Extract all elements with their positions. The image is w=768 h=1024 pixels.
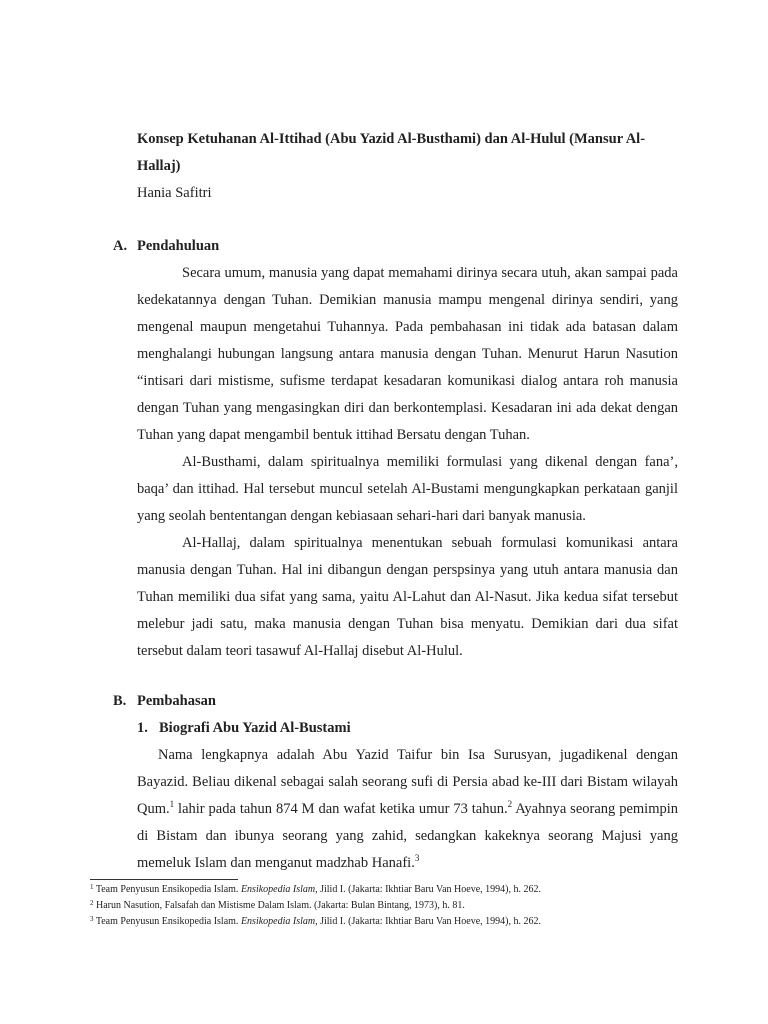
- biography-paragraph: [137, 742, 678, 877]
- footnote-1-text-post: , Jilid I. (Jakarta: Ikhtiar Baru Van Hoeve, 1994), h. 262.: [315, 884, 541, 895]
- biography-text-b: lahir pada tahun 874 M dan wafat ketika umur 73 tahun.: [174, 801, 508, 817]
- footnote-divider: [90, 879, 238, 880]
- footnote-2-text-pre: Harun Nasution, Falsafah dan Mistisme Dalam Islam. (Jakarta: Bulan Bintang, 1973), h. 81.: [93, 900, 465, 911]
- document-title: Konsep Ketuhanan Al-Ittihad (Abu Yazid Al-Busthami) dan Al-Hulul (Mansur Al-Hallaj): [137, 131, 646, 174]
- intro-paragraph-1: Secara umum, manusia yang dapat memahami dirinya secara utuh, akan sampai pada kedekatannya dengan Tuhan. Demikian manusia mampu mengenal dirinya sendiri, yang mengenal maupun mengetahui Tuhannya. Pada pembahasan ini tidak ada batasan dalam menghalangi hubungan langsung antara manusia dengan Tuhan. Menurut Harun Nasution “intisari dari mistisme, sufisme terdapat kesadaran komunikasi dialog antara roh manusia dengan Tuhan yang mengasingkan diri dan berkontemplasi. Kesadaran ini ada dekat dengan Tuhan yang dapat mengambil bentuk ittihad Bersatu dengan Tuhan.: [137, 265, 678, 443]
- section-b-number: B.: [113, 693, 127, 709]
- section-b-heading: [113, 688, 216, 715]
- footnote-1: [90, 883, 541, 897]
- subsection-1-heading: [137, 715, 351, 742]
- footnote-1-number: 1: [90, 883, 94, 891]
- section-b-title: Pembahasan: [137, 693, 216, 709]
- footnote-3-book-title: Ensikopedia Islam: [240, 916, 316, 927]
- author-name: Hania Safitri: [137, 185, 212, 201]
- section-a-number: A.: [113, 238, 128, 254]
- footnote-2-number: 2: [90, 899, 94, 907]
- biography-text-a: Nama lengkapnya adalah Abu Yazid Taifur bin Isa Surusyan, jugadikenal dengan Bayazid. Beliau dikenal sebagai salah seorang sufi di Persia abad ke-III dari Bistam wilayah Qum.: [137, 747, 678, 817]
- footnote-3: [90, 915, 541, 929]
- footnote-1-book-title: Ensikopedia Islam: [240, 884, 316, 895]
- footnote-ref-3[interactable]: 3: [414, 853, 420, 863]
- footnote-3-text-post: , Jilid I. (Jakarta: Ikhtiar Baru Van Hoeve, 1994), h. 262.: [315, 916, 541, 927]
- subsection-1-number: 1.: [137, 720, 148, 736]
- biography-text-c: Ayahnya seorang pemimpin di Bistam dan ibunya seorang yang zahid, sedangkan kakeknya seorang Majusi yang memeluk Islam dan menganut madzhab Hanafi.: [137, 801, 679, 871]
- footnote-ref-1[interactable]: 1: [169, 799, 175, 809]
- intro-paragraph-3: Al-Hallaj, dalam spiritualnya menentukan sebuah formulasi komunikasi antara manusia dengan Tuhan. Hal ini dibangun dengan perspsinya yang utuh antara manusia dan Tuhan memiliki dua sifat yang sama, yaitu Al-Lahut dan Al-Nasut. Jika kedua sifat tersebut melebur jadi satu, maka manusia dengan Tuhan bisa menyatu. Demikian dari dua sifat tersebut dalam teori tasawuf Al-Hallaj disebut Al-Hulul.: [137, 535, 678, 659]
- footnote-3-number: 3: [90, 915, 94, 923]
- intro-paragraph-2: Al-Busthami, dalam spiritualnya memiliki formulasi yang dikenal dengan fana’, baqa’ dan ittihad. Hal tersebut muncul setelah Al-Bustami mengungkapkan perkataan ganjil yang seolah bententangan dengan kebiasaan sehari-hari dari banyak manusia.: [137, 454, 678, 524]
- section-a-heading: [113, 233, 219, 260]
- footnote-ref-2[interactable]: 2: [507, 799, 513, 809]
- section-a-title: Pendahuluan: [137, 238, 220, 254]
- subsection-1-title: Biografi Abu Yazid Al-Bustami: [159, 720, 351, 736]
- footnote-3-text-pre: Team Penyusun Ensikopedia Islam.: [93, 916, 241, 927]
- footnote-1-text-pre: Team Penyusun Ensikopedia Islam.: [93, 884, 241, 895]
- footnote-2: [90, 899, 465, 913]
